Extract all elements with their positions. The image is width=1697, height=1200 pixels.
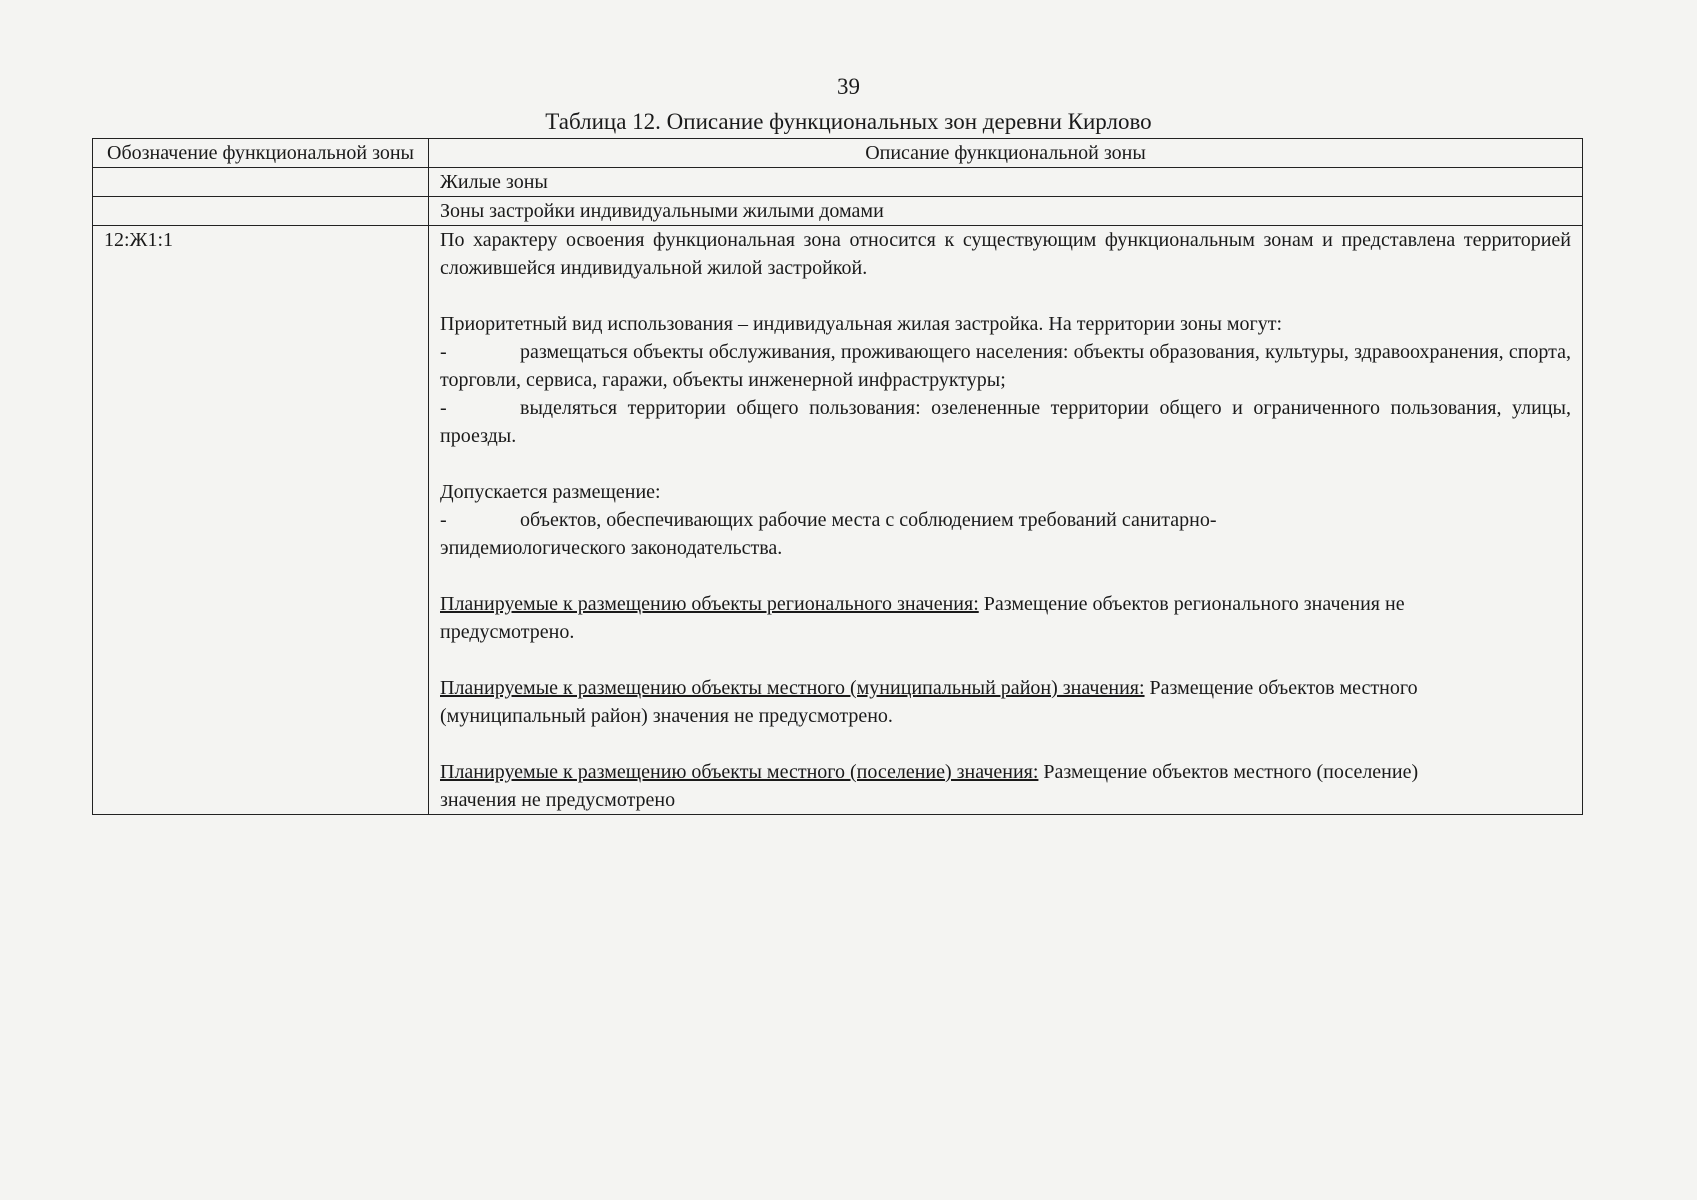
section-row <box>93 168 1583 197</box>
zone-municipal-text: Размещение объектов местного (муниципальный район) значения не предусмотрено. <box>440 677 1418 727</box>
zone-priority: Приоритетный вид использования – индивидуальная жилая застройка. На территории зоны могут: <box>440 313 1283 335</box>
subsection-row <box>93 197 1583 226</box>
zone-bullet-2: - выделяться территории общего пользования: озелененные территории общего и ограниченного пользования, улицы, проезды. <box>440 397 1571 447</box>
zone-settlement-label: Планируемые к размещению объекты местного (поселение) значения: <box>440 761 1039 783</box>
zone-bullet-1-text: размещаться объекты обслуживания, проживающего населения: объекты образования, культуры, здравоохранения, спорта, торговли, сервиса, гаражи, объекты инженерной инфраструктуры; <box>440 341 1571 391</box>
zone-bullet-3-text: объектов, обеспечивающих рабочие места с соблюдением требований санитарно-эпидемиологического законодательства. <box>440 509 1217 559</box>
page-number: 39 <box>837 74 860 99</box>
zone-bullet-3: - объектов, обеспечивающих рабочие места с соблюдением требований санитарно-эпидемиологического законодательства. <box>440 509 1217 559</box>
zone-regional-text: Размещение объектов регионального значения не предусмотрено. <box>440 593 1405 643</box>
zone-row <box>93 226 1583 815</box>
zone-settlement-text: Размещение объектов местного (поселение) значения не предусмотрено <box>440 761 1419 811</box>
zone-settlement <box>440 758 1571 814</box>
zone-code: 12:Ж1:1 <box>93 226 429 815</box>
zone-description <box>429 226 1583 815</box>
table-title: Таблица 12. Описание функциональных зон деревни Кирлово <box>545 109 1152 134</box>
zone-municipal <box>440 674 1571 730</box>
header-description-column: Описание функциональной зоны <box>429 139 1583 168</box>
table-header-row <box>93 139 1583 168</box>
subsection-row-label: Зоны застройки индивидуальными жилыми домами <box>429 197 1583 226</box>
zone-intro: По характеру освоения функциональная зона относится к существующим функциональным зонам и представлена территорией сложившейся индивидуальной жилой застройкой. <box>440 229 1571 279</box>
zones-table <box>92 138 1583 815</box>
subsection-row-code-cell <box>93 197 429 226</box>
zone-regional-label: Планируемые к размещению объекты регионального значения: <box>440 593 979 615</box>
zone-bullet-1: - размещаться объекты обслуживания, проживающего населения: объекты образования, культуры, здравоохранения, спорта, торговли, сервиса, гаражи, объекты инженерной инфраструктуры; <box>440 341 1571 391</box>
zone-allowed: Допускается размещение: <box>440 481 661 503</box>
section-row-code-cell <box>93 168 429 197</box>
header-code-column: Обозначение функциональной зоны <box>93 139 429 168</box>
zone-bullet-2-text: выделяться территории общего пользования: озелененные территории общего и ограниченного пользования, улицы, проезды. <box>440 397 1571 447</box>
section-row-label: Жилые зоны <box>429 168 1583 197</box>
zone-regional <box>440 590 1571 646</box>
zone-municipal-label: Планируемые к размещению объекты местного (муниципальный район) значения: <box>440 677 1145 699</box>
